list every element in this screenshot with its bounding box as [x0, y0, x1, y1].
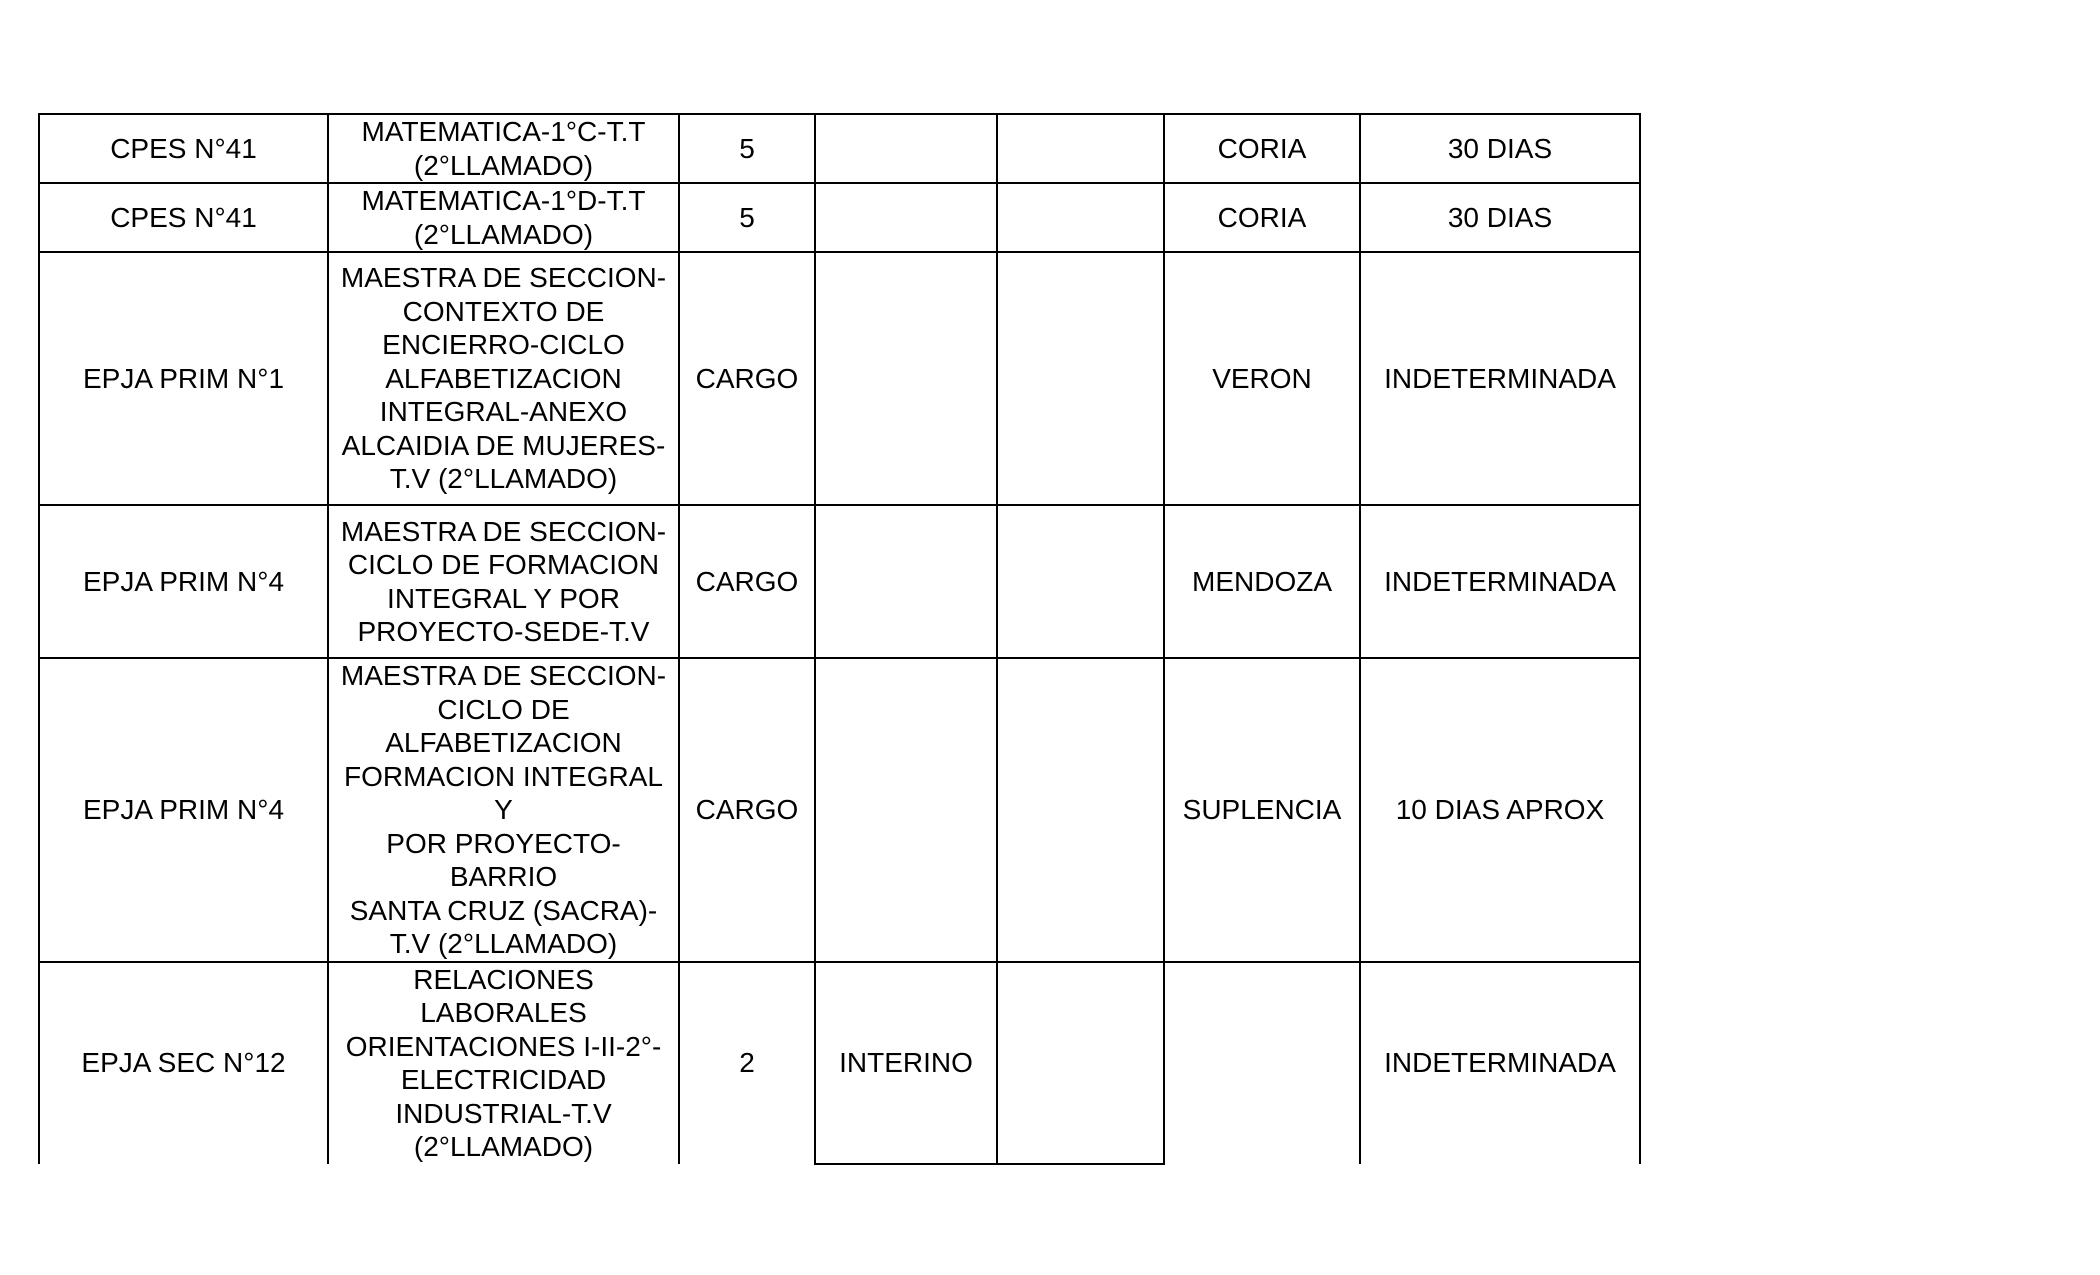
school-cell: EPJA PRIM N°1 [39, 252, 328, 505]
school-cell: CPES N°41 [39, 114, 328, 183]
extra-cell [997, 962, 1164, 1164]
extra-cell [997, 114, 1164, 183]
status-cell: INTERINO [815, 962, 997, 1164]
duration-cell: 30 DIAS [1360, 114, 1640, 183]
hours-cell: CARGO [679, 658, 815, 962]
table-row [39, 114, 1640, 183]
duration-cell: INDETERMINADA [1360, 505, 1640, 658]
holder-cell: CORIA [1164, 114, 1360, 183]
duration-cell: 30 DIAS [1360, 183, 1640, 252]
extra-cell [997, 505, 1164, 658]
school-cell: CPES N°41 [39, 183, 328, 252]
duration-cell: INDETERMINADA [1360, 252, 1640, 505]
extra-cell [997, 183, 1164, 252]
subject-cell: MAESTRA DE SECCION- CICLO DE ALFABETIZACION FORMACION INTEGRAL Y POR PROYECTO-BARRIO SANTA CRUZ (SACRA)- T.V (2°LLAMADO) [328, 658, 679, 962]
status-cell [815, 183, 997, 252]
extra-cell [997, 252, 1164, 505]
status-cell [815, 505, 997, 658]
school-cell: EPJA PRIM N°4 [39, 658, 328, 962]
school-cell: EPJA SEC N°12 [39, 962, 328, 1164]
status-cell [815, 252, 997, 505]
hours-cell: CARGO [679, 505, 815, 658]
table-row [39, 183, 1640, 252]
hours-cell: 5 [679, 183, 815, 252]
extra-cell [997, 658, 1164, 962]
holder-cell: VERON [1164, 252, 1360, 505]
subject-cell: MAESTRA DE SECCION- CONTEXTO DE ENCIERRO-CICLO ALFABETIZACION INTEGRAL-ANEXO ALCAIDIA DE MUJERES- T.V (2°LLAMADO) [328, 252, 679, 505]
holder-cell [1164, 962, 1360, 1164]
table-row [39, 252, 1640, 505]
subject-cell: RELACIONES LABORALES ORIENTACIONES I-II-2°- ELECTRICIDAD INDUSTRIAL-T.V (2°LLAMADO) [328, 962, 679, 1164]
holder-cell: CORIA [1164, 183, 1360, 252]
vacancy-table [38, 113, 1641, 1165]
hours-cell: 5 [679, 114, 815, 183]
holder-cell: SUPLENCIA [1164, 658, 1360, 962]
status-cell [815, 658, 997, 962]
subject-cell: MATEMATICA-1°C-T.T (2°LLAMADO) [328, 114, 679, 183]
table-row [39, 505, 1640, 658]
subject-cell: MAESTRA DE SECCION- CICLO DE FORMACION INTEGRAL Y POR PROYECTO-SEDE-T.V [328, 505, 679, 658]
status-cell [815, 114, 997, 183]
table-row [39, 658, 1640, 962]
hours-cell: CARGO [679, 252, 815, 505]
table-row [39, 962, 1640, 1164]
duration-cell: INDETERMINADA [1360, 962, 1640, 1164]
duration-cell: 10 DIAS APROX [1360, 658, 1640, 962]
school-cell: EPJA PRIM N°4 [39, 505, 328, 658]
subject-cell: MATEMATICA-1°D-T.T (2°LLAMADO) [328, 183, 679, 252]
holder-cell: MENDOZA [1164, 505, 1360, 658]
hours-cell: 2 [679, 962, 815, 1164]
